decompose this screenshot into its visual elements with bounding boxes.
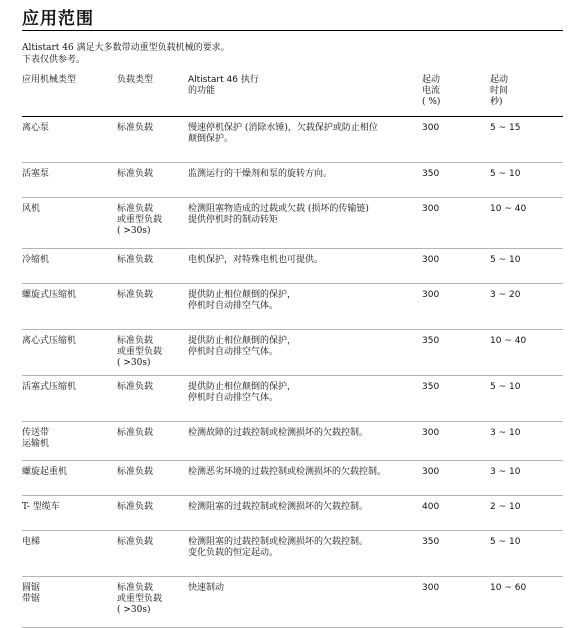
cell-line: 离心泵 <box>22 123 50 133</box>
cell-start-time: 5 ~ 10 <box>490 537 521 547</box>
cell-start-current: 350 <box>422 169 440 179</box>
table-row <box>22 117 563 163</box>
cell-start-current: 350 <box>422 336 440 346</box>
cell-start-current: 300 <box>422 123 440 133</box>
header-line: 应用机械类型 <box>22 75 77 85</box>
cell-line: 或重型负载 <box>117 347 163 357</box>
cell-start-time: 3 ~ 10 <box>490 467 521 477</box>
cell-line: 或重型负载 <box>117 215 163 225</box>
cell-machine-type <box>22 502 60 513</box>
intro-line: 下表仅供参考。 <box>22 55 86 65</box>
cell-line: 离心式压缩机 <box>22 336 77 346</box>
cell-machine-type <box>22 123 49 134</box>
header-line: Altistart 46 执行 <box>188 75 259 85</box>
cell-load-type <box>117 502 153 513</box>
cell-machine-type <box>22 537 40 548</box>
cell-load-type <box>117 290 153 301</box>
header-load-type <box>117 75 153 86</box>
cell-line: 活塞式压缩机 <box>22 382 77 392</box>
table-row <box>22 376 563 422</box>
table-row <box>22 249 563 284</box>
header-line: 负载类型 <box>117 75 154 85</box>
cell-machine-type <box>22 290 76 301</box>
cell-line: 螺旋起重机 <box>22 467 68 477</box>
cell-line: 停机时自动排空气体。 <box>188 301 279 311</box>
cell-start-time: 10 ~ 40 <box>490 336 527 346</box>
cell-line: 停机时自动排空气体。 <box>188 347 279 357</box>
cell-line: ( >30s) <box>117 358 151 368</box>
cell-line: 标准负载 <box>117 290 154 300</box>
table-row <box>22 163 563 198</box>
cell-line: 电梯 <box>22 537 41 547</box>
cell-line: 提供防止相位颠倒的保护， <box>188 336 297 346</box>
cell-function <box>188 382 296 404</box>
cell-start-current: 300 <box>422 290 440 300</box>
header-line: 电流 <box>422 86 441 96</box>
cell-line: 快速制动 <box>188 583 225 593</box>
cell-function <box>188 502 368 513</box>
cell-line: 提供停机时的制动转矩 <box>188 215 279 225</box>
cell-line: 检测阻塞的过载控制或检测损坏的欠载控制。 <box>188 502 369 512</box>
cell-load-type <box>117 428 153 439</box>
cell-line: 标准负载 <box>117 467 154 477</box>
cell-line: 停机时自动排空气体。 <box>188 393 279 403</box>
cell-function <box>188 255 323 266</box>
table-header-row <box>22 72 563 117</box>
cell-line: 提供防止相位颠倒的保护， <box>188 382 297 392</box>
cell-line: 检测故障的过载控制或检测损坏的欠载控制。 <box>188 428 369 438</box>
cell-line: 圆锯 <box>22 583 41 593</box>
cell-line: 风机 <box>22 204 41 214</box>
cell-start-current: 300 <box>422 583 440 593</box>
cell-start-time: 5 ~ 10 <box>490 382 521 392</box>
cell-start-time: 3 ~ 10 <box>490 428 521 438</box>
cell-load-type <box>117 537 153 548</box>
cell-load-type <box>117 467 153 478</box>
cell-machine-type <box>22 583 40 605</box>
intro-text <box>22 42 230 66</box>
cell-line: 或重型负载 <box>117 594 163 604</box>
cell-line: 颠倒保护。 <box>188 134 234 144</box>
table-row <box>22 496 563 531</box>
cell-function <box>188 467 386 478</box>
cell-start-current: 350 <box>422 537 440 547</box>
cell-line: 提供防止相位颠倒的保护， <box>188 290 297 300</box>
cell-line: 标准负载 <box>117 204 154 214</box>
cell-function <box>188 336 296 358</box>
cell-load-type <box>117 255 153 266</box>
cell-start-current: 300 <box>422 467 440 477</box>
cell-machine-type <box>22 169 49 180</box>
cell-start-time: 5 ~ 10 <box>490 255 521 265</box>
cell-machine-type <box>22 428 49 450</box>
table-row <box>22 422 563 461</box>
header-machine-type <box>22 75 76 86</box>
cell-machine-type <box>22 255 49 266</box>
cell-load-type <box>117 169 153 180</box>
cell-line: 标准负载 <box>117 123 154 133</box>
cell-line: ( >30s) <box>117 605 151 615</box>
cell-line: 带锯 <box>22 594 41 604</box>
cell-line: 检测恶劣环境的过载控制或检测损坏的欠载控制。 <box>188 467 387 477</box>
header-function <box>188 75 259 97</box>
cell-machine-type <box>22 336 76 347</box>
cell-start-time: 2 ~ 10 <box>490 502 521 512</box>
cell-function <box>188 583 224 594</box>
cell-load-type <box>117 336 162 369</box>
cell-start-time: 5 ~ 10 <box>490 169 521 179</box>
cell-line: 标准负载 <box>117 583 154 593</box>
cell-line: ( >30s) <box>117 226 151 236</box>
cell-start-current: 350 <box>422 382 440 392</box>
table-row <box>22 531 563 577</box>
cell-load-type <box>117 123 153 134</box>
cell-line: 活塞泵 <box>22 169 50 179</box>
cell-function <box>188 204 369 226</box>
cell-load-type <box>117 583 162 616</box>
page-title: 应用范围 <box>22 9 94 29</box>
cell-machine-type <box>22 467 67 478</box>
application-table <box>22 72 563 628</box>
table-body <box>22 117 563 628</box>
table-row <box>22 461 563 496</box>
table-row <box>22 284 563 330</box>
cell-line: 监测运行的干燥剂和泵的旋转方向。 <box>188 169 333 179</box>
cell-line: 螺旋式压缩机 <box>22 290 77 300</box>
intro-line: Altistart 46 满足大多数带动重型负载机械的要求。 <box>22 43 230 53</box>
cell-line: 传送带 <box>22 428 50 438</box>
cell-line: 标准负载 <box>117 537 154 547</box>
cell-line: 标准负载 <box>117 336 154 346</box>
cell-line: 电机保护，对特殊电机也可提供。 <box>188 255 324 265</box>
header-line: 时间 <box>490 86 509 96</box>
cell-machine-type <box>22 204 40 215</box>
cell-function <box>188 290 296 312</box>
header-start-current <box>422 75 440 108</box>
cell-function <box>188 169 332 180</box>
cell-start-current: 300 <box>422 255 440 265</box>
cell-start-time: 10 ~ 40 <box>490 204 527 214</box>
cell-line: 标准负载 <box>117 255 154 265</box>
table-row <box>22 577 563 628</box>
title-divider <box>22 30 563 31</box>
cell-line: 慢速停机保护 (消除水锤)，欠载保护或防止相位 <box>188 123 378 133</box>
cell-start-time: 5 ~ 15 <box>490 123 521 133</box>
cell-function <box>188 537 368 559</box>
cell-start-current: 400 <box>422 502 440 512</box>
header-line: 秒) <box>490 97 503 107</box>
cell-load-type <box>117 382 153 393</box>
cell-line: 运输机 <box>22 439 50 449</box>
cell-line: 冷缩机 <box>22 255 50 265</box>
cell-function <box>188 428 368 439</box>
cell-line: 标准负载 <box>117 382 154 392</box>
cell-function <box>188 123 378 145</box>
cell-load-type <box>117 204 162 237</box>
cell-line: 标准负载 <box>117 428 154 438</box>
cell-start-time: 3 ~ 20 <box>490 290 521 300</box>
cell-line: 变化负载的恒定起动。 <box>188 548 279 558</box>
cell-start-current: 300 <box>422 428 440 438</box>
header-line: ( %) <box>422 97 441 107</box>
cell-line: 检测阻塞的过载控制或检测损坏的欠载控制。 <box>188 537 369 547</box>
header-line: 起动 <box>490 75 509 85</box>
table-row <box>22 330 563 376</box>
cell-machine-type <box>22 382 76 393</box>
cell-line: T- 型缆车 <box>22 502 60 512</box>
cell-start-time: 10 ~ 60 <box>490 583 527 593</box>
cell-line: 标准负载 <box>117 502 154 512</box>
header-line: 的功能 <box>188 86 216 96</box>
cell-line: 检测阻塞物造成的过载或欠载 (损坏的传输链) <box>188 204 369 214</box>
cell-line: 标准负载 <box>117 169 154 179</box>
header-start-time <box>490 75 508 108</box>
cell-start-current: 300 <box>422 204 440 214</box>
header-line: 起动 <box>422 75 441 85</box>
table-row <box>22 198 563 249</box>
